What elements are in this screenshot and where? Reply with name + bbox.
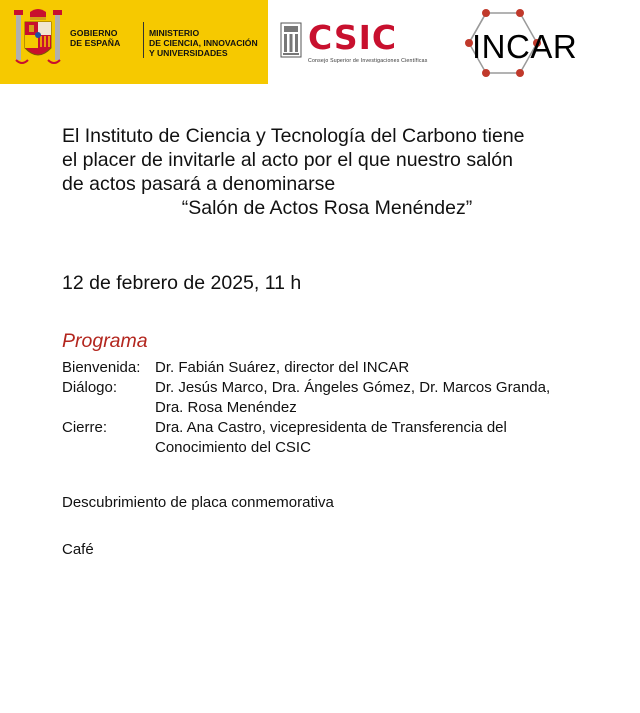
- intro-line-3: de actos pasará a denominarse: [62, 173, 336, 195]
- spain-coat-of-arms-icon: [12, 8, 64, 74]
- gobierno-logo-block: [0, 0, 268, 84]
- programa-text: Dr. Fabián Suárez, director del INCAR: [155, 359, 410, 376]
- csic-subtitle: Consejo Superior de Investigaciones Científicas: [308, 58, 428, 64]
- programa-text: Conocimiento del CSIC: [155, 439, 311, 456]
- intro-line-2: el placer de invitarle al acto por el que nuestro salón: [62, 149, 513, 171]
- programa-title: Programa: [62, 330, 148, 352]
- programa-text: Dra. Rosa Menéndez: [155, 399, 297, 416]
- event-date: 12 de febrero de 2025, 11 h: [62, 272, 302, 294]
- programa-label: Bienvenida:: [62, 359, 141, 376]
- incar-wordmark: INCAR: [472, 28, 578, 65]
- programa-label: Diálogo:: [62, 379, 118, 396]
- programa-label: Cierre:: [62, 419, 108, 436]
- header-logos: [0, 0, 640, 84]
- cafe-text: Café: [62, 541, 94, 558]
- csic-building-icon: [280, 22, 302, 58]
- programa-item-dialogo: [62, 378, 622, 418]
- incar-logo: [462, 8, 612, 78]
- csic-wordmark: CSIC: [308, 18, 398, 57]
- salon-name: “Salón de Actos Rosa Menéndez”: [181, 197, 473, 219]
- programa-text: Dra. Ana Castro, vicepresidenta de Transferencia del: [155, 419, 507, 436]
- invitation-intro: [62, 124, 622, 220]
- programa-text: Dr. Jesús Marco, Dra. Ángeles Gómez, Dr. Marcos Granda,: [155, 379, 551, 396]
- programa-item-cierre: [62, 418, 622, 458]
- ministerio-text: MINISTERIO DE CIENCIA, INNOVACIÓN Y UNIVERSIDADES: [149, 28, 258, 58]
- programa-item-bienvenida: [62, 358, 622, 378]
- intro-line-1: El Instituto de Ciencia y Tecnología del Carbono tiene: [62, 125, 525, 147]
- csic-logo: [280, 14, 440, 70]
- gobierno-divider: [143, 22, 144, 58]
- placa-text: Descubrimiento de placa conmemorativa: [62, 494, 334, 511]
- gobierno-text: GOBIERNO DE ESPAÑA: [70, 28, 121, 48]
- programa-list: [62, 358, 622, 458]
